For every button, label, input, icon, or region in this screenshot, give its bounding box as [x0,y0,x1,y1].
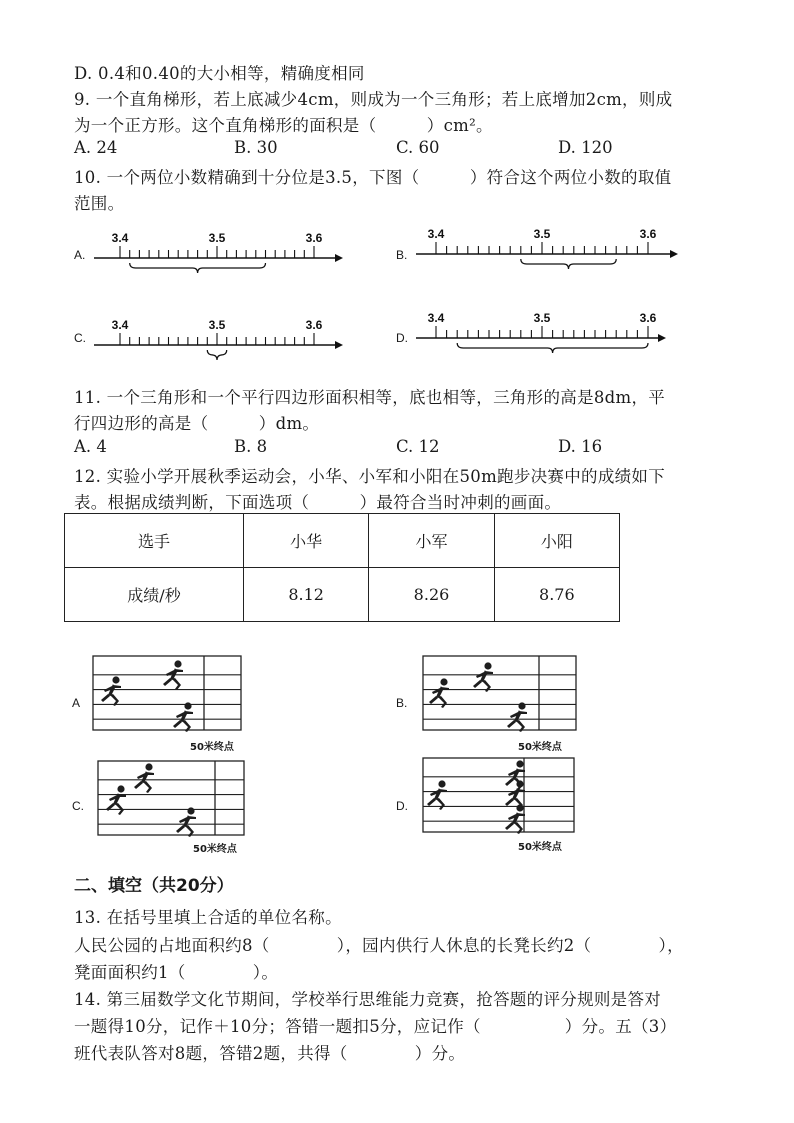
scores-table [64,513,620,622]
q11-option-d[interactable]: D. 16 [558,437,603,456]
numberline-option-a-label[interactable]: A. [74,248,86,262]
tick-label: 3.4 [111,318,129,332]
range-brace [457,343,648,353]
option-d-previous-question: D. 0.4和0.40的大小相等，精确度相同 [74,64,365,83]
question-13-line-1: 13. 在括号里填上合适的单位名称。 [74,908,342,927]
question-10-line-1: 10. 一个两位小数精确到十分位是3.5，下图（ ）符合这个两位小数的取值 [74,168,672,187]
tick-label: 3.5 [208,231,226,245]
section-2-title: 二、填空（共20分） [74,876,234,896]
q9-option-c[interactable]: C. 60 [396,138,440,157]
q9-option-a[interactable]: A. 24 [74,138,118,157]
q9-option-b[interactable]: B. 30 [234,138,278,157]
numberline-option-d-label[interactable]: D. [396,331,408,345]
arrow-head [335,341,343,349]
range-brace [521,259,616,269]
tick-label: 3.6 [639,311,657,325]
numberline-option-d [412,308,682,368]
table-header-row [65,514,620,568]
table-row [65,568,620,622]
race-option-d-label[interactable]: D. [396,799,408,813]
question-13-line-3: 凳面面积约1（ ）。 [74,963,279,982]
race-b-caption: 50米终点 [518,742,562,753]
arrow-head [658,334,666,342]
range-brace [130,263,266,273]
question-14-line-3: 班代表队答对8题，答错2题，共得（ ）分。 [74,1044,466,1063]
tick-label: 3.4 [111,231,129,245]
numberline-option-c-label[interactable]: C. [74,331,86,345]
tick-label: 3.6 [305,231,323,245]
q9-option-d[interactable]: D. 120 [558,138,613,157]
question-14-line-1: 14. 第三届数学文化节期间，学校举行思维能力竞赛，抢答题的评分规则是答对 [74,990,662,1009]
numberline-option-b [412,225,682,285]
race-c-caption: 50米终点 [193,844,237,855]
question-11-line-2: 行四边形的高是（ ）dm。 [74,414,320,433]
table-cell: 8.12 [244,568,369,622]
race-image-b [422,655,577,741]
race-image-c [97,760,247,844]
question-11-line-1: 11. 一个三角形和一个平行四边形面积相等，底也相等，三角形的高是8dm，平 [74,388,666,407]
q11-option-c[interactable]: C. 12 [396,437,440,456]
numberline-option-a [90,225,350,285]
table-cell: 8.26 [369,568,494,622]
tick-label: 3.6 [305,318,323,332]
race-option-a-label[interactable]: A [72,696,81,710]
question-14-line-2: 一题得10分，记作＋10分；答错一题扣5分，应记作（ ）分。五（3） [74,1017,677,1036]
question-13-line-2: 人民公园的占地面积约8（ ），园内供行人休息的长凳长约2（ ）， [74,936,684,955]
question-12-line-2: 表。根据成绩判断，下面选项（ ）最符合当时冲刺的画面。 [74,493,562,512]
race-image-d [422,757,577,843]
race-d-caption: 50米终点 [518,842,562,853]
table-header-cell: 小华 [244,514,369,568]
tick-label: 3.6 [639,227,657,241]
tick-label: 3.4 [427,227,445,241]
question-12-line-1: 12. 实验小学开展秋季运动会，小华、小军和小阳在50m跑步决赛中的成绩如下 [74,467,666,486]
tick-label: 3.5 [533,227,551,241]
q11-option-b[interactable]: B. 8 [234,437,268,456]
race-option-c-label[interactable]: C. [72,799,84,813]
table-cell: 成绩/秒 [65,568,244,622]
q11-option-a[interactable]: A. 4 [74,437,107,456]
table-header-cell: 小阳 [494,514,619,568]
question-10-line-2: 范围。 [74,194,125,213]
numberline-option-c [90,314,350,369]
race-option-b-label[interactable]: B. [396,696,408,710]
race-a-caption: 50米终点 [190,742,234,753]
table-cell: 8.76 [494,568,619,622]
tick-label: 3.4 [427,311,445,325]
tick-label: 3.5 [533,311,551,325]
race-image-a [92,655,242,741]
numberline-option-b-label[interactable]: B. [396,248,408,262]
range-brace [207,350,226,360]
tick-label: 3.5 [208,318,226,332]
table-header-cell: 小军 [369,514,494,568]
table-header-cell: 选手 [65,514,244,568]
question-9-line-2: 为一个正方形。这个直角梯形的面积是（ ）cm²。 [74,116,493,135]
arrow-head [670,250,678,258]
question-9-line-1: 9. 一个直角梯形，若上底减少4cm，则成为一个三角形；若上底增加2cm，则成 [74,90,673,109]
arrow-head [335,254,343,262]
